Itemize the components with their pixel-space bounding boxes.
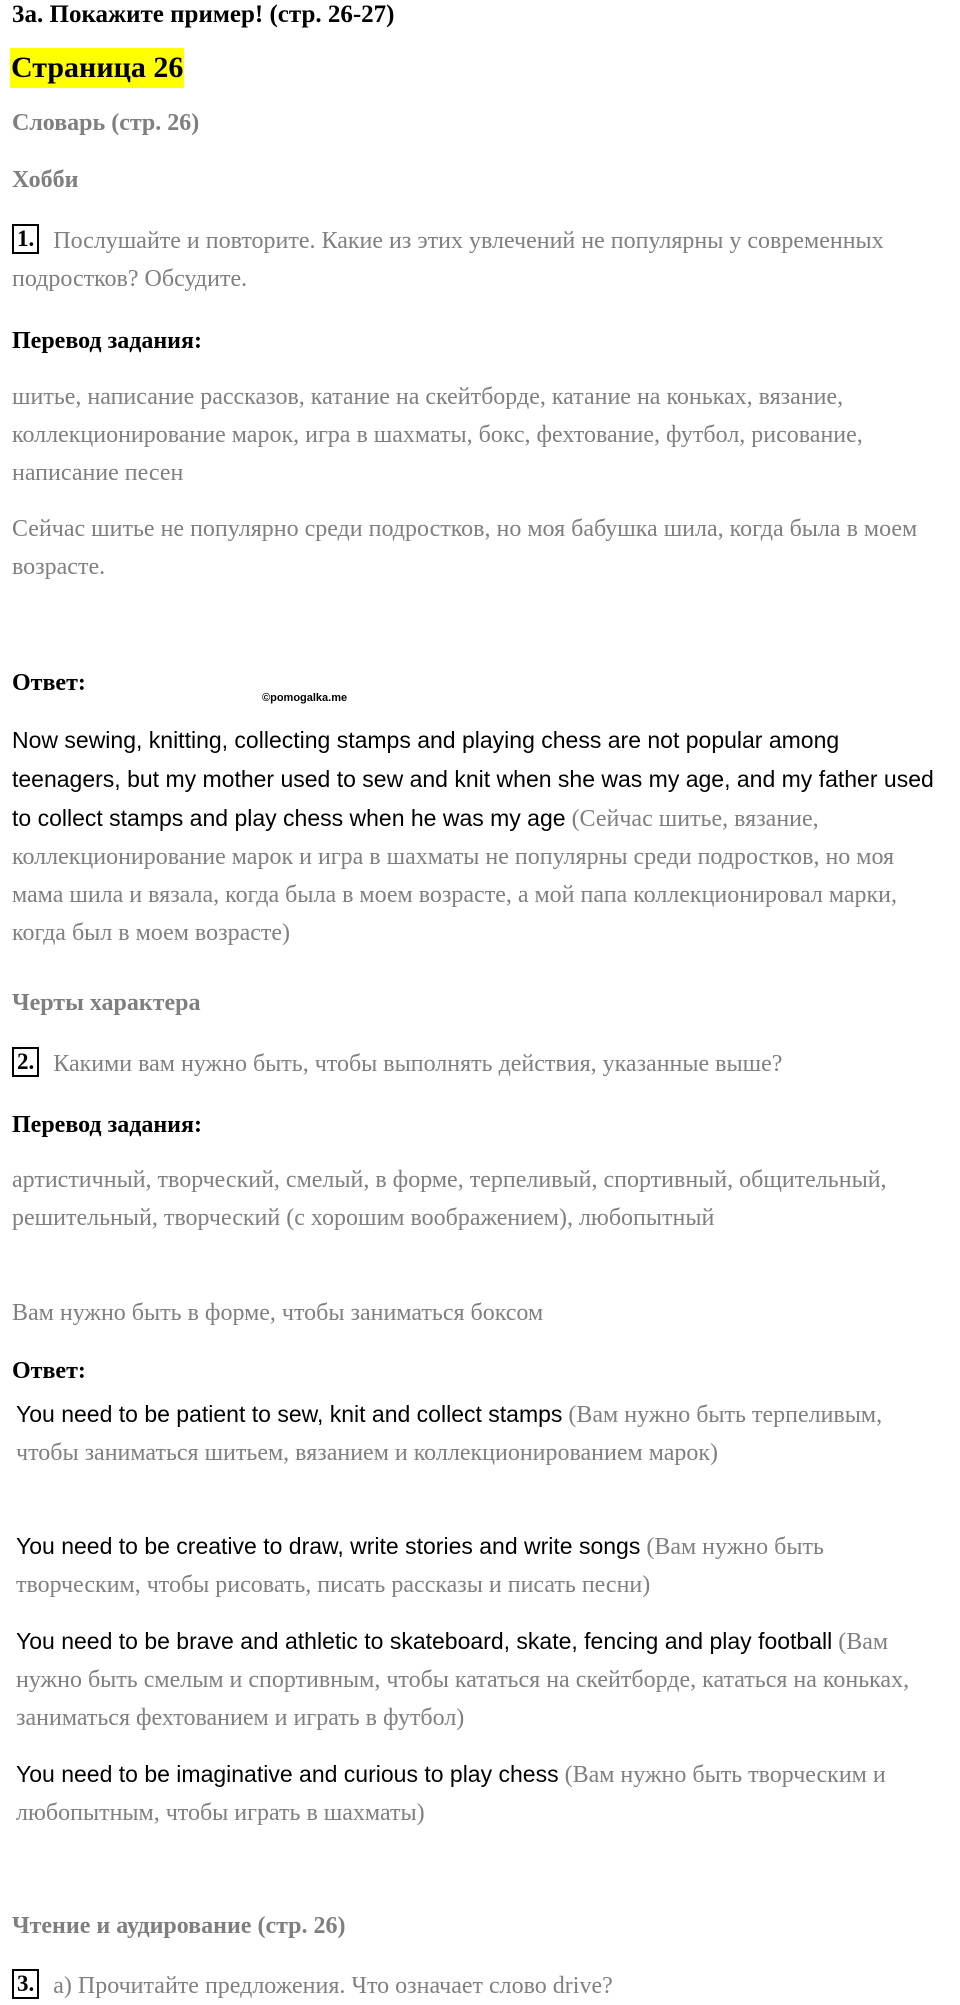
answer-label: Ответ: xyxy=(12,1358,86,1384)
traits-translation: артистичный, творческий, смелый, в форме, терпеливый, спортивный, общительный, решительный, творческий (с хорошим воображением), любопытный xyxy=(12,1167,887,1231)
task-text: Какими вам нужно быть, чтобы выполнять действия, указанные выше? xyxy=(53,1051,783,1077)
translation-label: Перевод задания: xyxy=(12,1112,202,1138)
answer-item xyxy=(16,1622,948,1737)
answer-english: Now sewing, knitting, collecting stamps and playing chess are not popular among teenagers, but my mother used to sew and knit when she was my age, and my father used to collect stamps and play chess when he was my age xyxy=(12,727,934,831)
hobby-example: Сейчас шитье не популярно среди подростков, но моя бабушка шила, когда была в моем возрасте. xyxy=(12,516,918,580)
answer-english: You need to be imaginative and curious to play chess xyxy=(16,1761,559,1787)
hobby-subheading: Хобби xyxy=(12,167,79,193)
answer-label: Ответ: xyxy=(12,670,86,696)
task-text: a) Прочитайте предложения. Что означает слово drive? xyxy=(53,1973,613,1999)
task-number-badge: 2. xyxy=(12,1047,39,1077)
answer-english: You need to be creative to draw, write stories and write songs xyxy=(16,1533,641,1559)
answer-item xyxy=(16,1755,948,1832)
traits-heading: Черты характера xyxy=(12,990,201,1016)
hobby-translation: шитье, написание рассказов, катание на скейтборде, катание на коньках, вязание, коллекционирование марок, игра в шахматы, бокс, фехтование, футбол, рисование, написание песен xyxy=(12,384,863,486)
task-1 xyxy=(12,222,948,298)
task-text: Послушайте и повторите. Какие из этих увлечений не популярны у современных подростков? Обсудите. xyxy=(12,228,884,292)
reading-heading: Чтение и аудирование (стр. 26) xyxy=(12,1913,346,1939)
task-3 xyxy=(12,1967,948,2005)
answer-1 xyxy=(12,721,948,952)
task-2 xyxy=(12,1045,948,1083)
traits-example: Вам нужно быть в форме, чтобы заниматься боксом xyxy=(12,1300,544,1326)
task-number-badge: 1. xyxy=(12,224,39,254)
answer-russian: (Вам нужно быть творческим и любопытным, чтобы играть в шахматы) xyxy=(16,1762,886,1826)
answer-item xyxy=(16,1527,948,1604)
answer-english: You need to be patient to sew, knit and collect stamps xyxy=(16,1401,563,1427)
translation-label: Перевод задания: xyxy=(12,328,202,354)
answer-russian: (Вам нужно быть терпеливым, чтобы заниматься шитьем, вязанием и коллекционированием марок) xyxy=(16,1402,883,1466)
answer-english: You need to be brave and athletic to skateboard, skate, fencing and play football xyxy=(16,1628,833,1654)
watermark: ©pomogalka.me xyxy=(262,692,348,704)
page-title: 3a. Покажите пример! (стр. 26-27) xyxy=(12,1,395,28)
page-number-highlight: Страница 26 xyxy=(10,48,184,88)
answer-russian: (Вам нужно быть творческим, чтобы рисовать, писать рассказы и писать песни) xyxy=(16,1534,824,1598)
answer-russian: (Сейчас шитье, вязание, коллекционирование марок и игра в шахматы не популярны среди подростков, но моя мама шила и вязала, когда была в моем возрасте, а мой папа коллекционировал марки, когда был в моем возрасте) xyxy=(12,806,897,946)
vocab-heading: Словарь (стр. 26) xyxy=(12,110,200,136)
answer-item xyxy=(16,1395,948,1472)
answer-russian: (Вам нужно быть смелым и спортивным, чтобы кататься на скейтборде, кататься на коньках, заниматься фехтованием и играть в футбол) xyxy=(16,1629,910,1731)
task-number-badge: 3. xyxy=(12,1969,39,1999)
